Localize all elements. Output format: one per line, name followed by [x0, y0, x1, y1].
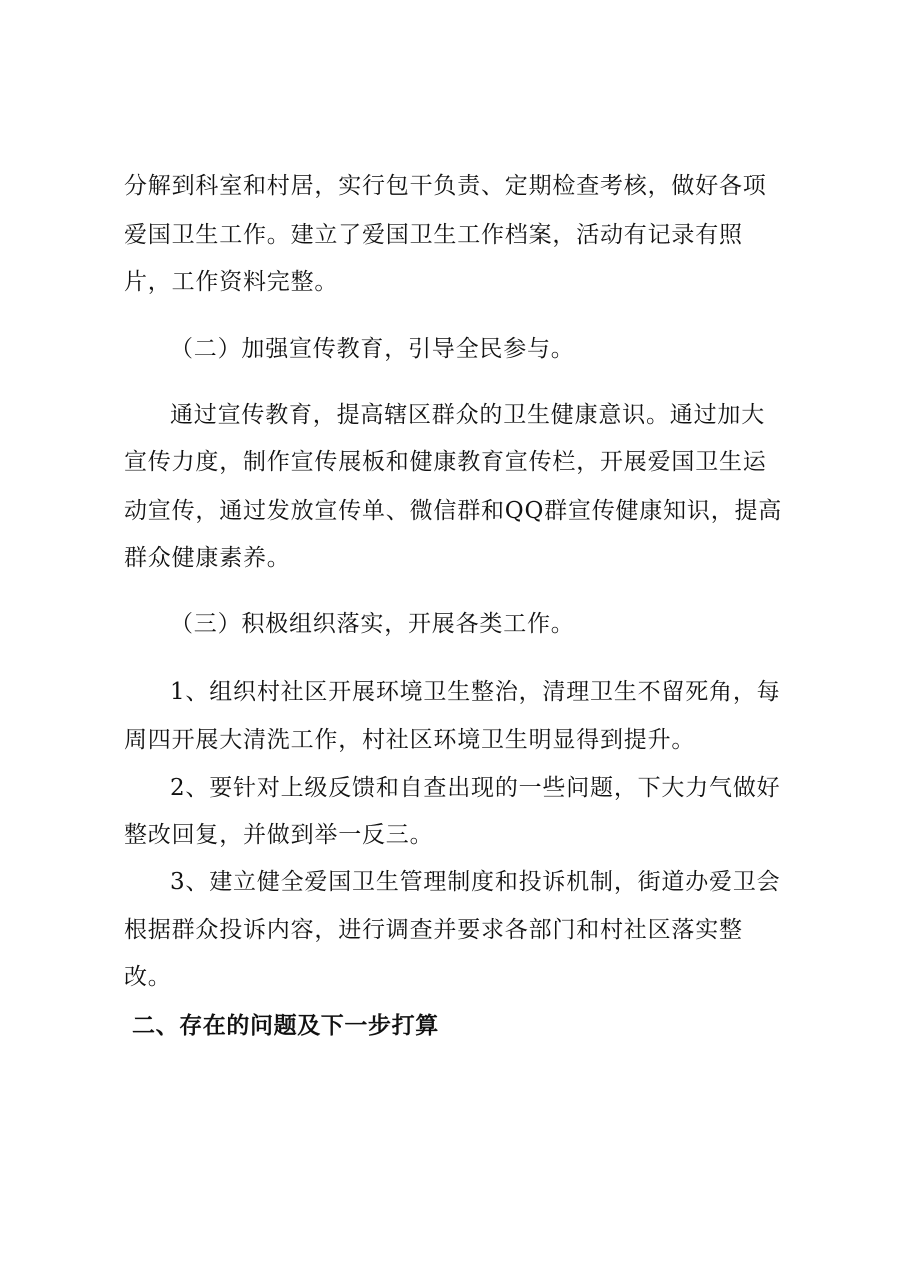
- paragraph1-line1: 分解到科室和村居，实行包干负责、定期检查考核，做好各项: [124, 173, 767, 199]
- paragraph2-line2: 宣传力度，制作宣传展板和健康教育宣传栏，开展爱国卫生运: [124, 449, 767, 475]
- paragraph2-line1: 通过宣传教育，提高辖区群众的卫生健康意识。通过加大: [170, 402, 765, 428]
- item3-line3: 改。: [124, 964, 172, 990]
- item2-line2: 整改回复，并做到举一反三。: [124, 822, 434, 848]
- paragraph1-line3: 片，工作资料完整。: [124, 269, 339, 295]
- section2-title: （二）加强宣传教育，引导全民参与。: [170, 336, 575, 362]
- section3-title: （三）积极组织落实，开展各类工作。: [170, 611, 575, 637]
- item1-line1: 1、组织村社区开展环境卫生整治，清理卫生不留死角，每: [170, 679, 781, 705]
- paragraph2-line3: 动宣传，通过发放宣传单、微信群和QQ群宣传健康知识，提高: [124, 498, 783, 524]
- item1-line2: 周四开展大清洗工作，村社区环境卫生明显得到提升。: [124, 727, 696, 753]
- item2-line1: 2、要针对上级反馈和自查出现的一些问题，下大力气做好: [170, 775, 781, 801]
- part2-heading: 二、存在的问题及下一步打算: [132, 1013, 439, 1039]
- item3-line2: 根据群众投诉内容，进行调查并要求各部门和村社区落实整: [124, 917, 743, 943]
- paragraph2-line4: 群众健康素养。: [124, 545, 291, 571]
- item3-line1: 3、建立健全爱国卫生管理制度和投诉机制，街道办爱卫会: [170, 869, 781, 895]
- paragraph1-line2: 爱国卫生工作。建立了爱国卫生工作档案，活动有记录有照: [124, 222, 743, 248]
